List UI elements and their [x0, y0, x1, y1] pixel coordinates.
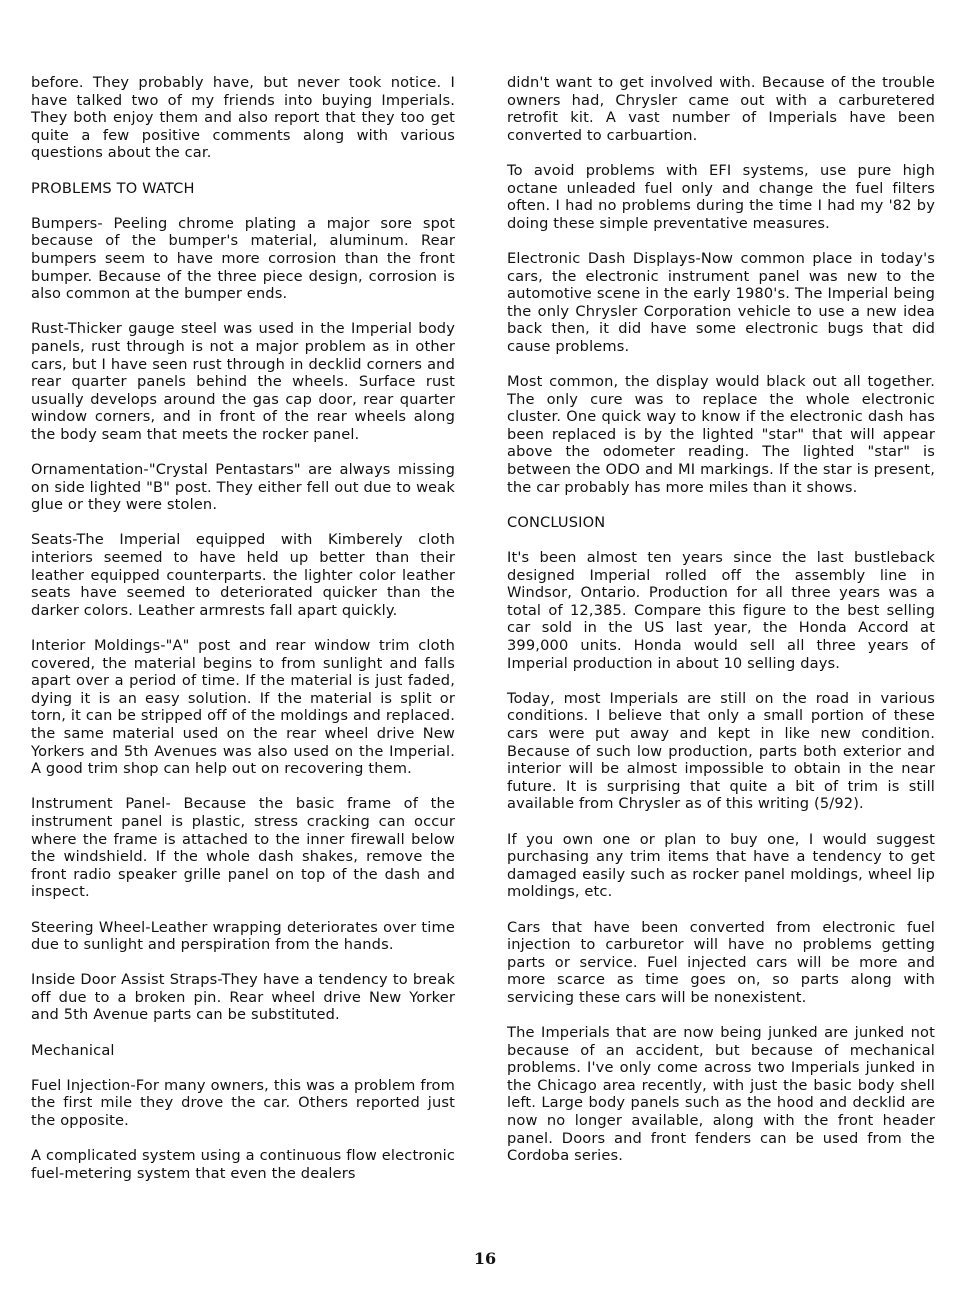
- paragraph-display: Most common, the display would black out all together. The only cure was to replace the whole electronic cluster. One quick way to know if the electronic dash has been replaced is by the lighted "star" that will appear above the odometer reading. The lighted "star" is between the ODO and MI markings. If the star is present, the car probably has more miles than it shows.: [507, 373, 935, 496]
- right-column: [507, 74, 935, 1182]
- paragraph-electronic-dash: Electronic Dash Displays-Now common place in today's cars, the electronic instrument panel was new to the automotive scene in the early 1980's. The Imperial being the only Chrysler Corporation vehicle to use a new idea back then, it did have some electronic bugs that did cause problems.: [507, 249, 935, 355]
- paragraph-bumpers: Bumpers- Peeling chrome plating a major sore spot because of the bumper's material, aluminum. Rear bumpers seem to have more corrosion than the front bumper. Because of the three piece design, corrosion is also common at the bumper ends.: [31, 214, 455, 303]
- paragraph-junked: The Imperials that are now being junked are junked not because of an accident, but because of mechanical problems. I've only come across two Imperials junked in the Chicago area recently, with just the basic body shell left. Large body panels such as the hood and decklid are now no longer available, along with the front header panel. Doors and front fenders can be used from the Cordoba series.: [507, 1024, 935, 1165]
- paragraph-ornamentation: Ornamentation-"Crystal Pentastars" are always missing on side lighted "B" post. They either fell out due to weak glue or they were stolen.: [31, 461, 455, 514]
- left-column: [31, 74, 455, 1200]
- paragraph-interior-moldings: Interior Moldings-"A" post and rear window trim cloth covered, the material begins to from sunlight and falls apart over a period of time. If the material is just faded, dying it is an easy solution. If the material is split or torn, it can be stripped off of the moldings and replaced. the same material used on the rear wheel drive New Yorkers and 5th Avenues was also used on the Imperial. A good trim shop can help out on recovering them.: [31, 637, 455, 778]
- paragraph-door-straps: Inside Door Assist Straps-They have a tendency to break off due to a broken pin. Rear wheel drive New Yorker and 5th Avenue parts can be substituted.: [31, 971, 455, 1024]
- paragraph-efi: To avoid problems with EFI systems, use pure high octane unleaded fuel only and change the fuel filters often. I had no problems during the time I had my '82 by doing these simple preventative measures.: [507, 161, 935, 232]
- paragraph-production: It's been almost ten years since the last bustleback designed Imperial rolled off the assembly line in Windsor, Ontario. Production for all three years was a total of 12,385. Compare this figure to the best selling car sold in the US last year, the Honda Accord at 399,000 units. Honda would sell all three years of Imperial production in about 10 selling days.: [507, 549, 935, 672]
- paragraph-seats: Seats-The Imperial equipped with Kimberely cloth interiors seemed to have held up better than their leather equipped counterparts. the lighter color leather seats have seemed to deteriorated quicker than the darker colors. Leather armrests fall apart quickly.: [31, 531, 455, 619]
- paragraph-instrument-panel: Instrument Panel- Because the basic frame of the instrument panel is plastic, stress cracking can occur where the frame is attached to the inner firewall below the windshield. If the whole dash shakes, remove the front radio speaker grille panel on top of the dash and inspect.: [31, 795, 455, 901]
- paragraph-converted-cars: Cars that have been converted from electronic fuel injection to carburetor will have no problems getting parts or service. Fuel injected cars will be more and more scarce as time goes on, so parts along with servicing these cars will be nonexistent.: [507, 918, 935, 1006]
- page-number: 16: [473, 1249, 497, 1268]
- paragraph: before. They probably have, but never took notice. I have talked two of my friends into buying Imperials. They both enjoy them and also report that they too get quite a few positive comments along with various questions about the car.: [31, 74, 455, 162]
- paragraph-fuel-injection: Fuel Injection-For many owners, this was a problem from the first mile they drove the car. Others reported just the opposite.: [31, 1076, 455, 1130]
- paragraph-advice: If you own one or plan to buy one, I would suggest purchasing any trim items that have a tendency to get damaged easily such as rocker panel moldings, wheel lip moldings, etc.: [507, 830, 935, 901]
- paragraph-fuel-system: A complicated system using a continuous flow electronic fuel-metering system that even the dealers: [31, 1147, 455, 1182]
- section-heading-mechanical: Mechanical: [31, 1041, 115, 1059]
- paragraph-rust: Rust-Thicker gauge steel was used in the Imperial body panels, rust through is not a major problem as in other cars, but I have seen rust through in decklid corners and rear quarter panels behind the wheels. Surface rust usually develops around the gas cap door, rear quarter window corners, and in front of the rear wheels along the body seam that meets the rocker panel.: [31, 320, 455, 443]
- paragraph-condition: Today, most Imperials are still on the road in various conditions. I believe that only a small portion of these cars were put away and kept in like new condition. Because of such low production, parts both exterior and interior will be almost impossible to obtain in the near future. It is surprising that quite a bit of trim is still available from Chrysler as of this writing (5/92).: [507, 689, 935, 813]
- paragraph-carburetor: didn't want to get involved with. Because of the trouble owners had, Chrysler came out with a carburetered retrofit kit. A vast number of Imperials have been converted to carbuartion.: [507, 74, 935, 144]
- paragraph-steering-wheel: Steering Wheel-Leather wrapping deteriorates over time due to sunlight and perspiration from the hands.: [31, 918, 455, 954]
- section-heading-conclusion: CONCLUSION: [507, 513, 606, 531]
- section-heading-problems: PROBLEMS TO WATCH: [31, 179, 195, 197]
